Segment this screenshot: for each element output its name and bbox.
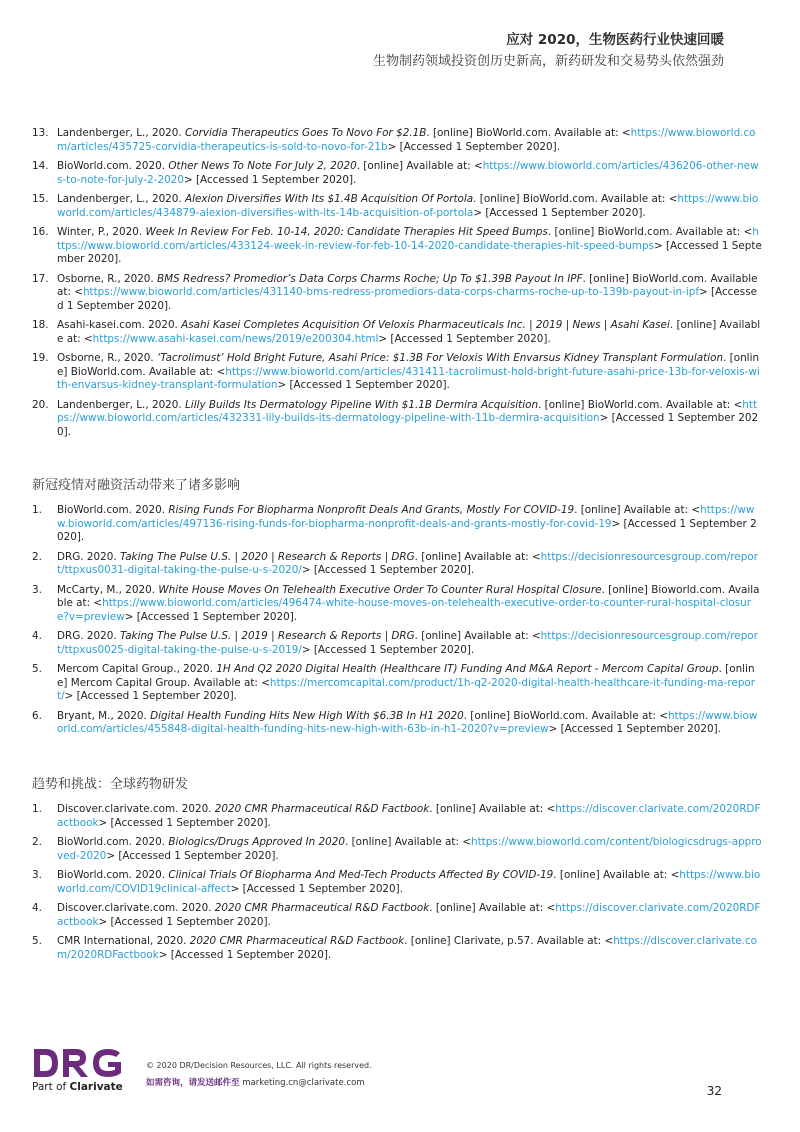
reference-accessed: > [Accessed 1 September 2020]. [378,332,551,345]
reference-source: . [online] Available at: < [553,869,680,881]
reference-source: . [online] BioWorld.com. Available at: < [463,709,668,722]
reference-list-deals [32,127,762,445]
reference-item [32,710,762,737]
reference-url-link[interactable]: https://www.bioworld.com/articles/431140-bms-redress-promediors-data-corps-charms-roche-up-to-139b-payout-in-ipf [82,286,699,298]
reference-author: DRG. 2020. [57,630,120,642]
reference-author: Landenberger, L., 2020. [57,193,186,205]
reference-number: 5. [32,935,42,947]
reference-number: 5. [32,663,42,675]
reference-text [57,935,762,962]
reference-author: Mercom Capital Group., 2020. [57,663,217,675]
part-of-prefix: Part of [32,1081,70,1093]
reference-number: 3. [32,583,42,596]
reference-text [57,273,762,314]
reference-url-link[interactable]: https://www.bioworld.com/articles/436206-other-news-to-note-for-july-2-2020 [57,160,759,186]
reference-item [32,869,762,896]
reference-source: . [online] Available at: < [414,630,541,642]
reference-accessed: > [Accessed 1 September 2020]. [277,379,450,391]
header-title: 应对 2020，生物医药行业快速回暖 [506,32,724,48]
reference-url-link[interactable]: https://discover.clarivate.com/2020RDFactbook [57,935,758,961]
reference-item [32,803,762,830]
reference-source: . [online] Mercom Capital Group. Available at: < [57,663,755,689]
reference-item [32,193,762,220]
reference-author: BioWorld.com. 2020. [57,869,169,881]
drg-logo [32,1047,132,1093]
reference-title: Taking The Pulse U.S. | 2019 | Research & Reports | DRG [119,630,415,642]
reference-source: . [online] BioWorld.com. Available at: < [426,127,631,139]
reference-number: 4. [32,902,42,914]
reference-text [57,630,762,657]
reference-title: Digital Health Funding Hits New High With $6.3B In H1 2020 [150,709,464,722]
reference-title: Lilly Builds Its Dermatology Pipeline With $1.1B Dermira Acquisition [185,398,539,411]
reference-item [32,319,762,346]
reference-url-link[interactable]: https://www.bioworld.com/COVID19clinical-affect [57,869,761,895]
reference-author: Landenberger, L., 2020. [57,127,186,139]
reference-title: 1H And Q2 2020 Digital Health (Healthcare IT) Funding And M&A Report - Mercom Capital Group [216,663,719,675]
reference-text [57,710,762,737]
contact-label: 如需咨询，请发送邮件至 [146,1078,240,1088]
reference-author: Discover.clarivate.com. 2020. [57,902,215,914]
reference-number: 2. [32,836,42,848]
reference-number: 6. [32,709,42,722]
reference-author: Bryant, M., 2020. [57,709,151,722]
reference-title: Alexion Diversifies With Its $1.4B Acquisition Of Portola [185,193,474,205]
reference-url-link[interactable]: https://decisionresourcesgroup.com/report/ttpxus0025-digital-taking-the-pulse-u-s-2019/ [57,630,758,656]
reference-number: 15. [32,193,49,205]
reference-source: . [online] Available at: < [344,836,471,848]
reference-url-link[interactable]: https://www.bioworld.com/articles/432331-lily-builds-its-dermatology-pipeline-with-11b-dermira-acquisition [57,398,758,424]
reference-accessed: > [Accessed 1 September 2020]. [158,948,332,961]
reference-source: . [online] Available at: < [414,550,541,563]
contact-email-link[interactable]: marketing.cn@clarivate.com [242,1078,365,1088]
page-number: 32 [706,1084,722,1098]
reference-item [32,352,762,393]
reference-text [57,193,762,220]
reference-author: Osborne, R., 2020. [57,272,158,285]
reference-item [32,504,762,545]
reference-title: White House Moves On Telehealth Executive Order To Counter Rural Hospital Closure [158,583,602,596]
section-heading-global-rd: 趋势和挑战：全球药物研发 [32,777,189,792]
reference-text [57,663,762,704]
contact-line [146,1077,365,1089]
reference-accessed: > [Accessed 1 September 2020]. [57,412,759,438]
reference-url-link[interactable]: https://www.bioworld.com/articles/496474-white-house-moves-on-telehealth-executive-order-to-counter-rural-hospital-closure?v=preview [57,597,751,623]
reference-number: 14. [32,160,49,172]
reference-source: . [online] BioWorld.com. Available at: < [57,352,760,378]
reference-url-link[interactable]: https://discover.clarivate.com/2020RDFactbook [57,902,761,928]
reference-text [57,352,762,393]
reference-item [32,399,762,440]
reference-author: Winter, P., 2020. [57,226,146,238]
reference-title: Clinical Trials Of Biopharma And Med-Tech Products Affected By COVID-19 [168,869,554,881]
reference-author: McCarty, M., 2020. [57,583,159,596]
drg-logo-mark [32,1047,124,1079]
reference-author: DRG. 2020. [57,550,120,563]
reference-title: 2020 CMR Pharmaceutical R&D Factbook [214,803,430,815]
reference-accessed: > [Accessed 1 September 2020]. [57,239,762,265]
reference-source: . [online] Available at: < [356,160,483,172]
copyright-notice: © 2020 DR/Decision Resources, LLC. All rights reserved. [146,1061,372,1070]
reference-title: Asahi Kasei Completes Acquisition Of Veloxis Pharmaceuticals Inc. | 2019 | News | Asahi Kasei [181,319,670,331]
reference-author: CMR International, 2020. [57,935,190,947]
reference-url-link[interactable]: https://mercomcapital.com/product/1h-q2-2020-digital-health-healthcare-it-funding-ma-report/ [57,676,756,702]
reference-number: 13. [32,127,49,139]
reference-number: 18. [32,319,49,331]
reference-title: Taking The Pulse U.S. | 2020 | Research & Reports | DRG [119,550,415,563]
reference-accessed: > [Accessed 1 September 2020]. [57,286,758,312]
reference-author: BioWorld.com. 2020. [57,504,169,516]
reference-title: Other News To Note For July 2, 2020 [168,160,357,172]
reference-item [32,630,762,657]
reference-author: BioWorld.com. 2020. [57,160,169,172]
reference-accessed: > [Accessed 1 September 2020]. [301,643,475,656]
reference-title: Rising Funds For Biopharma Nonprofit Deals And Grants, Mostly For COVID-19 [168,504,575,516]
reference-number: 2. [32,550,42,563]
reference-url-link[interactable]: https://decisionresourcesgroup.com/report/ttpxus0031-digital-taking-the-pulse-u-s-2020/ [57,550,758,576]
reference-url-link[interactable]: https://www.bioworld.com/articles/433124-week-in-review-for-feb-10-14-2020-candidate-therapies-hit-speed-bumps [57,226,759,252]
reference-text [57,160,762,187]
reference-item [32,836,762,863]
reference-author: Landenberger, L., 2020. [57,398,186,411]
reference-number: 19. [32,352,49,364]
header-subtitle: 生物制药领域投资创历史新高，新药研发和交易势头依然强劲 [372,54,724,69]
reference-number: 17. [32,272,49,285]
reference-author: BioWorld.com. 2020. [57,836,169,848]
reference-item [32,127,762,154]
reference-url-link[interactable]: https://www.asahi-kasei.com/news/2019/e200304.html [92,332,379,345]
reference-text [57,836,762,863]
reference-title: Week In Review For Feb. 10-14, 2020: Candidate Therapies Hit Speed Bumps [145,226,548,238]
reference-source: . [online] Available at: < [574,504,701,516]
reference-number: 3. [32,869,42,881]
reference-source: . [online] Available at: < [57,319,761,345]
reference-accessed: > [Accessed 1 September 2020]. [183,173,357,186]
reference-author: Asahi-kasei.com. 2020. [57,319,182,331]
reference-accessed: > [Accessed 1 September 2020]. [124,610,298,623]
reference-item [32,935,762,962]
reference-title: 2020 CMR Pharmaceutical R&D Factbook [189,935,405,947]
page-header [373,30,724,72]
reference-list-global-rd [32,803,762,968]
reference-number: 1. [32,504,42,516]
reference-source: . [online] BioWorld.com. Available at: < [538,398,743,411]
reference-text [57,584,762,625]
reference-accessed: > [Accessed 1 September 2020]. [548,723,721,735]
reference-source: . [online] BioWorld.com. Available at: < [473,193,678,205]
reference-item [32,584,762,625]
reference-title: BMS Redress? Promedior’s Data Corps Charms Roche; Up To $1.39B Payout In IPF [157,272,583,285]
reference-url-link[interactable]: https://www.bioworld.com/content/biologicsdrugs-approved-2020 [57,836,762,862]
reference-number: 1. [32,803,42,815]
reference-url-link[interactable]: https://discover.clarivate.com/2020RDFactbook [57,803,761,829]
reference-accessed: > [Accessed 1 September 2020]. [230,882,404,895]
reference-source: . [online] Available at: < [429,902,556,914]
reference-title: ‘Tacrolimust’ Hold Bright Future, Asahi Price: $1.3B For Veloxis With Envarsus Kidney Transplant Formulation [157,352,724,364]
reference-accessed: > [Accessed 1 September 2020]. [98,915,271,928]
reference-title: Biologics/Drugs Approved In 2020 [168,836,345,848]
reference-text [57,319,762,346]
reference-url-link[interactable]: https://www.bioworld.com/articles/455848-digital-health-funding-hits-new-high-with-63b-in-h1-2020?v=preview [57,709,758,735]
reference-text [57,551,762,578]
reference-title: 2020 CMR Pharmaceutical R&D Factbook [214,902,430,914]
reference-accessed: > [Accessed 1 September 2020]. [473,206,646,219]
reference-text [57,504,762,545]
reference-number: 4. [32,630,42,642]
reference-accessed: > [Accessed 1 September 2020]. [64,690,237,702]
reference-text [57,399,762,440]
reference-author: Discover.clarivate.com. 2020. [57,803,215,815]
reference-text [57,902,762,929]
reference-text [57,869,762,896]
clarivate-brand: Clarivate [69,1081,123,1093]
section-heading-covid-financing: 新冠疫情对融资活动带来了诸多影响 [32,478,241,493]
reference-accessed: > [Accessed 1 September 2020]. [57,517,757,543]
reference-author: Osborne, R., 2020. [57,352,158,364]
reference-item [32,551,762,578]
reference-url-link[interactable]: https://www.bioworld.com/articles/435725-corvidia-therapeutics-is-sold-to-novo-for-21b [57,127,756,153]
reference-item [32,226,762,267]
reference-item [32,160,762,187]
reference-accessed: > [Accessed 1 September 2020]. [387,140,561,153]
part-of-clarivate [32,1081,132,1093]
reference-accessed: > [Accessed 1 September 2020]. [106,849,279,862]
reference-item [32,902,762,929]
reference-accessed: > [Accessed 1 September 2020]. [301,564,475,576]
reference-text [57,127,762,154]
reference-source: . [online] Clarivate, p.57. Available at: < [404,935,614,947]
reference-text [57,226,762,267]
reference-source: . [online] BioWorld.com. Available at: < [57,272,758,298]
reference-item [32,663,762,704]
reference-number: 20. [32,398,49,411]
reference-source: . [online] BioWorld.com. Available at: < [547,226,753,238]
reference-item [32,273,762,314]
reference-title: Corvidia Therapeutics Goes To Novo For $2.1B [185,127,427,139]
reference-list-covid-financing [32,504,762,743]
reference-url-link[interactable]: https://www.bioworld.com/articles/497136-rising-funds-for-biopharma-nonprofit-deals-and-grants-mostly-for-covid-19 [57,504,755,530]
reference-source: . [online] Available at: < [429,803,556,815]
reference-number: 16. [32,226,49,238]
reference-accessed: > [Accessed 1 September 2020]. [98,816,271,829]
reference-url-link[interactable]: https://www.bioworld.com/articles/434879-alexion-diversifies-with-its-14b-acquisition-of-portola [57,193,759,219]
reference-url-link[interactable]: https://www.bioworld.com/articles/431411-tacrolimust-hold-bright-future-asahi-price-13b-for-veloxis-with-envarsus-kidney-transplant-formulation [57,365,760,391]
reference-text [57,803,762,830]
reference-source: . [online] Bioworld.com. Available at: < [57,583,760,609]
